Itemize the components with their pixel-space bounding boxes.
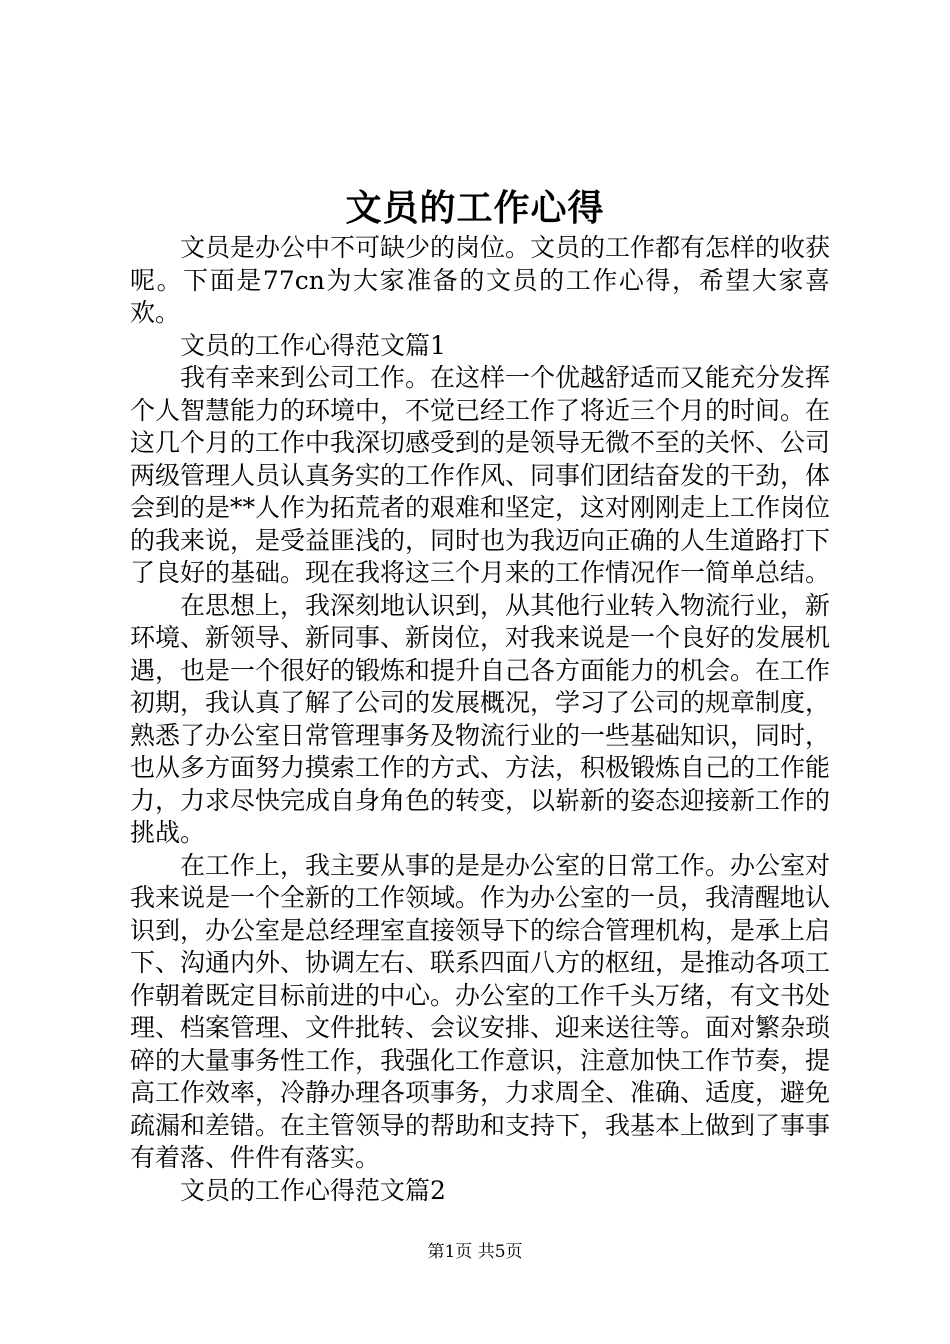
intro-paragraph: 文员是办公中不可缺少的岗位。文员的工作都有怎样的收获呢。下面是77cn为大家准备的文员的工作心得，希望大家喜欢。 <box>130 233 831 327</box>
body-paragraph: 我有幸来到公司工作。在这样一个优越舒适而又能充分发挥个人智慧能力的环境中，不觉已经工作了将近三个月的时间。在这几个月的工作中我深切感受到的是领导无微不至的关怀、公司两级管理人员认真务实的工作作风、同事们团结奋发的干劲，体会到的是**人作为拓荒者的艰难和坚定，这对刚刚走上工作岗位的我来说，是受益匪浅的，同时也为我迈向正确的人生道路打下了良好的基础。现在我将这三个月来的工作情况作一简单总结。 <box>130 363 831 587</box>
document-body <box>130 232 830 1207</box>
section-heading-1: 文员的工作心得范文篇1 <box>180 330 446 360</box>
body-paragraph: 在思想上，我深刻地认识到，从其他行业转入物流行业，新环境、新领导、新同事、新岗位，对我来说是一个良好的发展机遇，也是一个很好的锻炼和提升自己各方面能力的机会。在工作初期，我认真了解了公司的发展概况，学习了公司的规章制度，熟悉了办公室日常管理事务及物流行业的一些基础知识，同时，也从多方面努力摸索工作的方式、方法，积极锻炼自己的工作能力，力求尽快完成自身角色的转变，以崭新的姿态迎接新工作的挑战。 <box>130 590 831 847</box>
document-title: 文员的工作心得 <box>345 187 605 229</box>
section-heading-2: 文员的工作心得范文篇2 <box>180 1175 446 1205</box>
body-paragraph: 在工作上，我主要从事的是是办公室的日常工作。办公室对我来说是一个全新的工作领域。作为办公室的一员，我清醒地认识到，办公室是总经理室直接领导下的综合管理机构，是承上启下、沟通内外、协调左右、联系四面八方的枢纽，是推动各项工作朝着既定目标前进的中心。办公室的工作千头万绪，有文书处理、档案管理、文件批转、会议安排、迎来送往等。面对繁杂琐碎的大量事务性工作，我强化工作意识，注意加快工作节奏，提高工作效率，冷静办理各项事务，力求周全、准确、适度，避免疏漏和差错。在主管领导的帮助和支持下，我基本上做到了事事有着落、件件有落实。 <box>130 850 831 1172</box>
page-footer: 第1页 共5页 <box>427 1242 523 1262</box>
